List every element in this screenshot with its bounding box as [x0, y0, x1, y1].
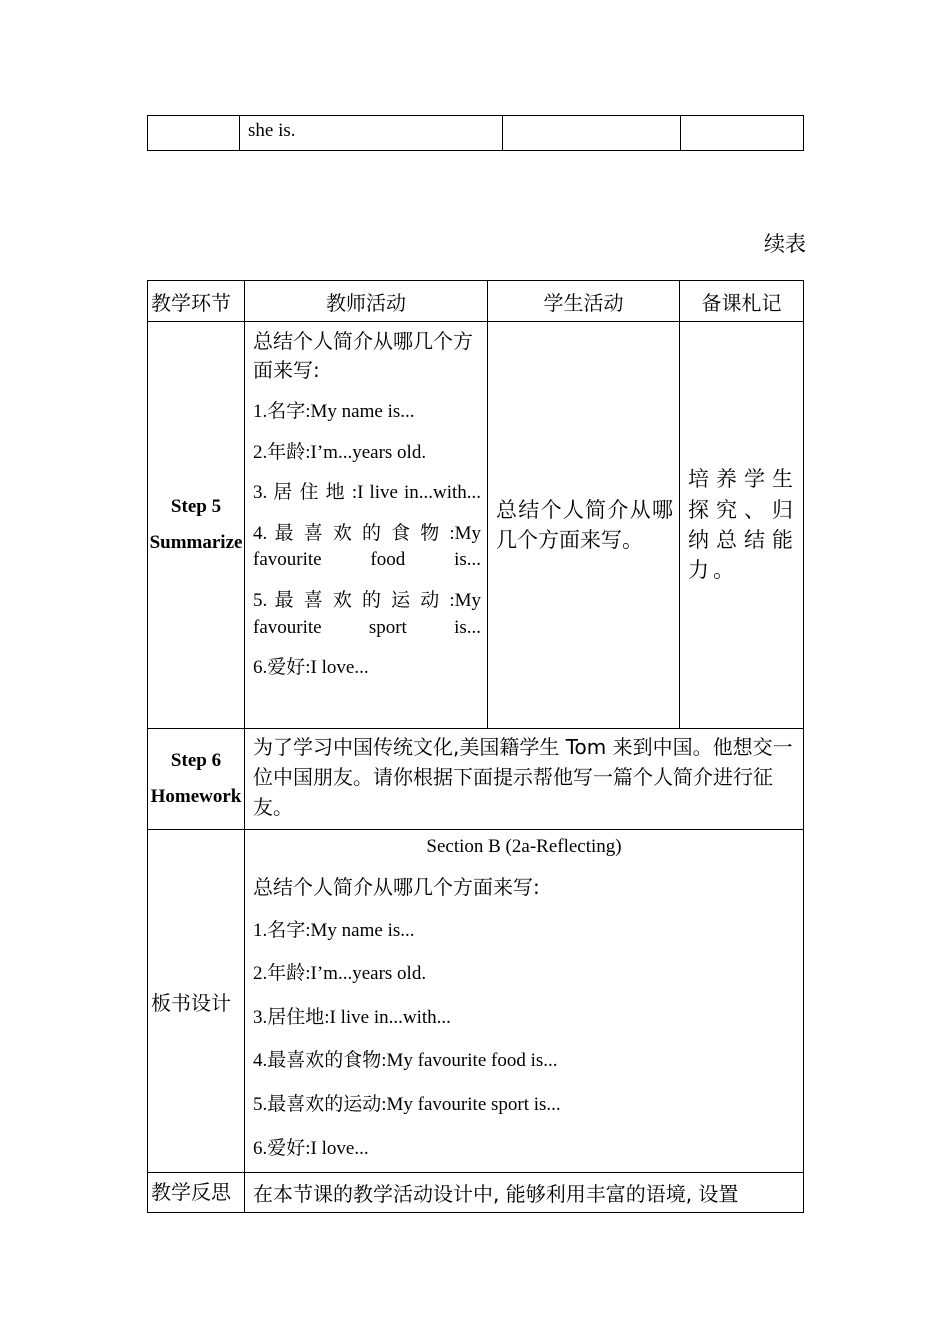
list-item: 6.爱好:I love...: [253, 657, 369, 679]
continued-table-label: 续表: [764, 232, 806, 256]
step5-teacher-activity: [245, 322, 488, 729]
board-design: [245, 830, 804, 1173]
teacher-intro: 总结个人简介从哪几个方面来写:: [253, 329, 473, 382]
lesson-plan-table: [147, 280, 804, 1213]
step-number: Step 6: [170, 750, 222, 772]
list-item: 1.名字:My name is...: [253, 401, 415, 422]
list-item: 1.名字:My name is...: [253, 919, 415, 941]
reflection-label: 教学反思: [148, 1173, 245, 1213]
list-item: 6.爱好:I love...: [253, 1137, 369, 1159]
step5-notes: 培养学生探究、归纳总结能力。: [680, 322, 804, 729]
step6-row: [148, 729, 804, 830]
list-item: 4.最喜欢的食物:My favourite food is...: [253, 1050, 558, 1072]
list-item: 4. 最 喜 欢 的 食 物 :My favourite food is...: [253, 522, 481, 571]
step5-stage: [148, 322, 245, 729]
list-item: 3. 居 住 地 :I live in...with...: [253, 482, 481, 504]
board-intro: 总结个人简介从哪几个方面来写:: [253, 874, 540, 899]
table-header-row: [148, 281, 804, 322]
step-title: Summarize: [149, 532, 243, 553]
step-number: Step 5: [170, 496, 222, 518]
previous-table-tail: [147, 115, 804, 151]
list-item: 2.年龄:I’m...years old.: [253, 441, 427, 463]
step-title: Homework: [150, 786, 242, 807]
header-stage: 教学环节: [148, 281, 245, 322]
list-item: 5.最喜欢的运动:My favourite sport is...: [253, 1093, 561, 1115]
list-item: 3.居住地:I live in...with...: [253, 1006, 451, 1028]
board-label: 板书设计: [148, 830, 245, 1173]
reflection-content: 在本节课的教学活动设计中, 能够利用丰富的语境, 设置: [245, 1173, 804, 1213]
header-teacher-activity: 教师活动: [245, 281, 488, 322]
table-cell: [148, 116, 240, 151]
list-item: 5. 最 喜 欢 的 运 动 :My favourite sport is...: [253, 589, 481, 638]
list-item: 2.年龄:I’m...years old.: [253, 963, 427, 985]
header-notes: 备课札记: [680, 281, 804, 322]
header-student-activity: 学生活动: [488, 281, 680, 322]
reflection-row: [148, 1173, 804, 1213]
step5-row: [148, 322, 804, 729]
table-cell: she is.: [240, 116, 503, 151]
board-title: Section B (2a-Reflecting): [426, 836, 622, 857]
table-row: [148, 116, 804, 151]
step5-student-activity: 总结个人简介从哪几个方面来写。: [488, 322, 680, 729]
step6-homework-content: 为了学习中国传统文化,美国籍学生 Tom 来到中国。他想交一位中国朋友。请你根据下面提示帮他写一篇个人简介进行征友。: [245, 729, 804, 830]
step6-stage: [148, 729, 245, 830]
board-row: [148, 830, 804, 1173]
table-cell: [503, 116, 681, 151]
table-cell: [681, 116, 804, 151]
